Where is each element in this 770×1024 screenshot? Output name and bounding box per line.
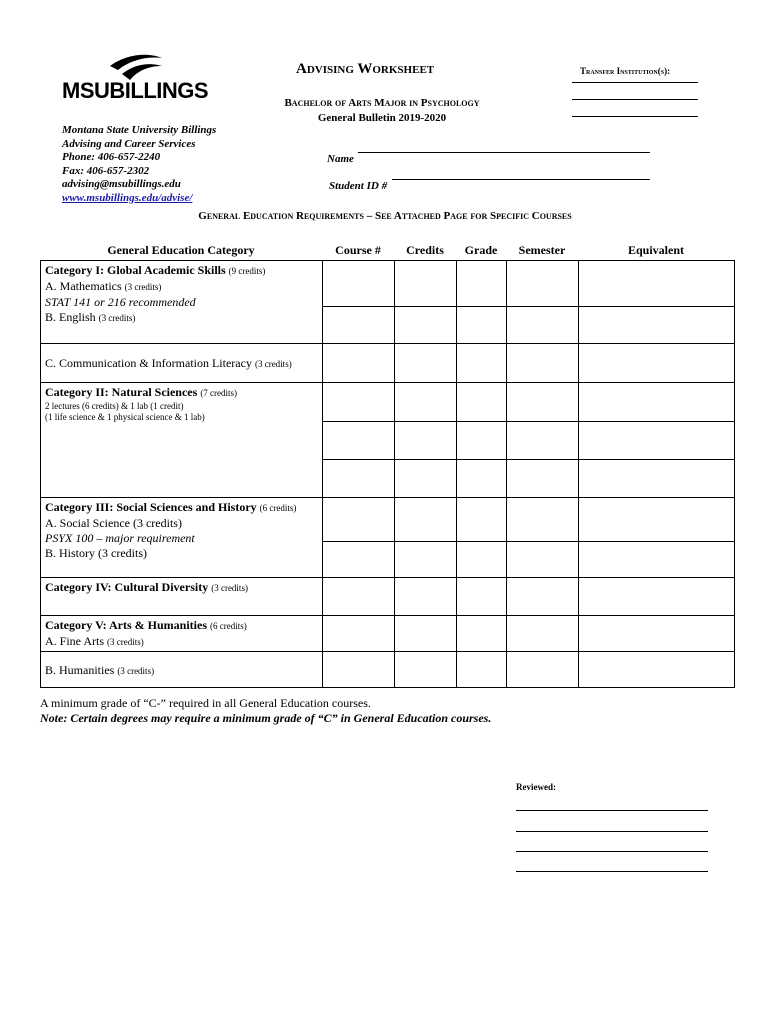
minimum-grade-note: A minimum grade of “C-” required in all General Education courses. [40,696,371,710]
category-5b-credits: (3 credits) [117,665,155,676]
category-3-credits: (6 credits) [259,503,297,513]
col-header-equivalent: Equivalent [627,243,684,257]
category-1b-credits: (3 credits) [98,313,136,323]
course-cell[interactable] [323,652,395,688]
transfer-institution-line-3[interactable] [572,116,698,117]
reviewed-line-1[interactable] [516,810,708,811]
category-3a-label: A. Social Science (3 credits) [45,516,182,530]
grade-cell[interactable] [457,652,507,688]
credits-cell[interactable] [395,578,457,616]
course-cell[interactable] [323,460,395,498]
equivalent-cell[interactable] [579,307,735,344]
semester-cell[interactable] [507,460,579,498]
course-cell[interactable] [323,578,395,616]
credits-cell[interactable] [395,261,457,307]
gen-ed-heading: General Education Requirements – See Attached Page for Specific Courses [198,210,572,222]
table-row [41,261,735,307]
equivalent-cell[interactable] [579,578,735,616]
course-cell[interactable] [323,498,395,542]
category-2-title: Category II: Natural Sciences [45,385,198,399]
name-field[interactable] [358,152,650,153]
col-header-semester: Semester [518,243,566,257]
category-2-line1: 2 lectures (6 credits) & 1 lab (1 credit) [45,401,184,411]
category-2-cell [41,383,323,498]
office-name: Advising and Career Services [62,137,196,150]
credits-cell[interactable] [395,422,457,460]
footer-notes [40,696,491,726]
credits-cell[interactable] [395,616,457,652]
worksheet-title: Advising Worksheet [296,61,435,77]
category-5a-credits: (3 credits) [107,637,144,647]
category-5a-cell [41,616,323,652]
course-cell[interactable] [323,261,395,307]
category-3b-label: B. History (3 credits) [45,546,147,560]
equivalent-cell[interactable] [579,383,735,422]
table-row [41,344,735,383]
table-row [41,616,735,652]
degree-name: Bachelor of Arts Major in Psychology [284,97,480,109]
equivalent-cell[interactable] [579,422,735,460]
reviewed-line-4[interactable] [516,871,708,872]
category-5b-label: B. Humanities [45,662,115,677]
equivalent-cell[interactable] [579,616,735,652]
grade-cell[interactable] [457,460,507,498]
grade-cell[interactable] [457,307,507,344]
category-1-note: STAT 141 or 216 recommended [45,295,196,309]
col-header-course: Course # [335,243,381,257]
reviewed-line-2[interactable] [516,831,708,832]
semester-cell[interactable] [507,652,579,688]
transfer-institution-label: Transfer Institution(s): [580,66,671,76]
semester-cell[interactable] [507,616,579,652]
category-3-cell [41,498,323,578]
reviewed-label: Reviewed: [516,782,556,792]
table-row [41,578,735,616]
equivalent-cell[interactable] [579,344,735,383]
contact-block [62,124,216,205]
worksheet-subtitle [262,96,502,126]
category-5-credits: (6 credits) [210,621,247,631]
table-row [41,652,735,688]
name-label: Name [327,153,354,165]
transfer-institution-line-2[interactable] [572,99,698,100]
category-4-title: Category IV: Cultural Diversity [45,580,209,594]
degree-grade-note: Note: Certain degrees may require a minimum grade of “C” in General Education courses. [40,711,492,725]
semester-cell[interactable] [507,578,579,616]
msu-billings-logo: MSUBILLINGS [62,78,209,103]
grade-cell[interactable] [457,344,507,383]
course-cell[interactable] [323,616,395,652]
category-1a-label: A. Mathematics [45,279,122,293]
category-2-credits: (7 credits) [200,388,238,398]
student-id-field[interactable] [392,179,650,180]
credits-cell[interactable] [395,344,457,383]
semester-cell[interactable] [507,498,579,542]
category-1-credits: (9 credits) [228,266,266,276]
equivalent-cell[interactable] [579,542,735,578]
grade-cell[interactable] [457,422,507,460]
credits-cell[interactable] [395,498,457,542]
email-address: advising@msubillings.edu [62,178,181,190]
semester-cell[interactable] [507,422,579,460]
semester-cell[interactable] [507,344,579,383]
grade-cell[interactable] [457,578,507,616]
credits-cell[interactable] [395,307,457,344]
semester-cell[interactable] [507,383,579,422]
category-1-cell [41,261,323,344]
credits-cell[interactable] [395,460,457,498]
category-1c-label: C. Communication & Information Literacy [45,356,252,370]
category-1b-label: B. English [45,310,96,324]
credits-cell[interactable] [395,542,457,578]
category-5a-label: A. Fine Arts [45,634,105,648]
grade-cell[interactable] [457,542,507,578]
course-cell[interactable] [323,542,395,578]
credits-cell[interactable] [395,652,457,688]
equivalent-cell[interactable] [579,498,735,542]
grade-cell[interactable] [457,261,507,307]
category-1c-cell [41,344,323,383]
website-link[interactable]: www.msubillings.edu/advise/ [62,191,193,204]
fax-number: Fax: 406-657-2302 [62,164,150,177]
student-id-label: Student ID # [329,180,388,192]
category-3-title: Category III: Social Sciences and History [45,500,257,514]
category-1-title: Category I: Global Academic Skills [45,263,226,277]
university-name: Montana State University Billings [62,124,217,136]
equivalent-cell[interactable] [579,460,735,498]
credits-cell[interactable] [395,383,457,422]
gen-ed-table [40,260,735,688]
bulletin-year: General Bulletin 2019-2020 [317,112,447,124]
semester-cell[interactable] [507,261,579,307]
category-1c-credits: (3 credits) [254,359,292,369]
category-5-title: Category V: Arts & Humanities [45,618,207,632]
grade-cell[interactable] [457,498,507,542]
col-header-category: General Education Category [107,243,255,257]
col-header-credits: Credits [406,243,444,257]
transfer-institution-line-1[interactable] [572,82,698,83]
course-cell[interactable] [323,422,395,460]
course-cell[interactable] [323,383,395,422]
course-cell[interactable] [323,344,395,383]
col-header-grade: Grade [464,243,498,257]
grade-cell[interactable] [457,383,507,422]
semester-cell[interactable] [507,542,579,578]
semester-cell[interactable] [507,307,579,344]
phone-number: Phone: 406-657-2240 [62,151,161,163]
equivalent-cell[interactable] [579,652,735,688]
category-4-cell [41,578,323,616]
table-row [41,498,735,542]
equivalent-cell[interactable] [579,261,735,307]
category-3-note: PSYX 100 – major requirement [45,531,195,545]
reviewed-line-3[interactable] [516,851,708,852]
table-row [41,383,735,422]
category-4-credits: (3 credits) [211,583,248,593]
category-5b-cell [41,652,323,688]
grade-cell[interactable] [457,616,507,652]
category-1a-credits: (3 credits) [124,282,162,292]
course-cell[interactable] [323,307,395,344]
category-2-line2: (1 life science & 1 physical science & 1 lab) [45,412,205,422]
